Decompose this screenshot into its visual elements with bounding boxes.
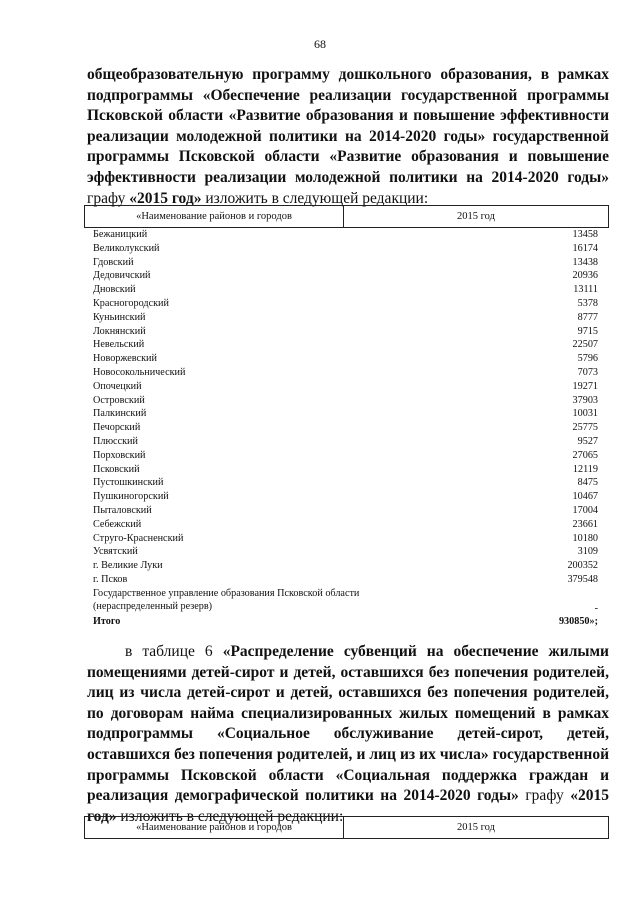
amount-value: 20936	[572, 270, 598, 282]
table-row	[93, 394, 598, 408]
district-name: Локнянский	[93, 325, 146, 337]
amount-value: 13458	[572, 229, 598, 240]
district-name: Дновский	[93, 284, 136, 296]
table-1-header	[84, 205, 609, 228]
amount-value: 37903	[572, 394, 598, 406]
paragraph-2-text-1: в таблице 6	[125, 643, 223, 660]
amount-value: 10467	[572, 491, 598, 503]
amount-value: 200352	[567, 560, 598, 572]
amount-value: 17004	[572, 504, 598, 516]
district-name: Пушкиногорский	[93, 491, 169, 503]
amount-value: 23661	[572, 518, 598, 530]
table-1-body	[93, 228, 598, 629]
amount-value: 3109	[577, 546, 598, 558]
district-name: Усвятский	[93, 546, 138, 558]
district-name: Островский	[93, 394, 145, 406]
district-name: Палкинский	[93, 408, 147, 420]
amount-value: 27065	[572, 449, 598, 461]
amount-value: 25775	[572, 422, 598, 434]
district-name: г. Великие Луки	[93, 560, 163, 572]
amount-value: 22507	[572, 339, 598, 351]
district-name: Пыталовский	[93, 504, 152, 516]
amount-value: 9715	[577, 325, 598, 337]
table-2-header	[84, 816, 609, 839]
district-name: Порховский	[93, 449, 146, 461]
amount-value: 9527	[577, 435, 598, 447]
amount-value: 8475	[577, 477, 598, 489]
amount-value: 5378	[577, 297, 598, 309]
district-name: Печорский	[93, 422, 141, 434]
district-name: Бежаницкий	[93, 229, 148, 240]
table-row	[93, 325, 598, 339]
district-name: Пустошкинский	[93, 477, 164, 489]
amount-value: -	[594, 602, 598, 614]
table-1-col1-header: «Наименование районов и городов	[85, 206, 344, 227]
table-1-col2-header: 2015 год	[457, 211, 495, 222]
table-row	[93, 490, 598, 504]
district-name: Государственное управление образования Псковской области (нераспределенный резерв)	[93, 587, 360, 612]
table-row	[93, 573, 598, 587]
district-name: Куньинский	[93, 311, 146, 323]
paragraph-2	[87, 642, 609, 827]
district-name: Дедовичский	[93, 270, 151, 282]
table-row	[93, 366, 598, 380]
table-row	[93, 297, 598, 311]
table-row	[93, 476, 598, 490]
table-row	[93, 283, 598, 297]
table-row	[93, 338, 598, 352]
table-row	[93, 545, 598, 559]
table-row	[93, 228, 598, 242]
district-name: Невельский	[93, 339, 145, 351]
table-row	[93, 380, 598, 394]
table-row	[93, 421, 598, 435]
paragraph-2-text-3: изложить в следующей редакции:	[116, 807, 344, 825]
page-number: 68	[314, 37, 326, 51]
paragraph-2-bold-2: «2015 год»	[87, 787, 609, 825]
district-name: Гдовский	[93, 256, 134, 268]
paragraph-1	[87, 65, 609, 209]
amount-value: 930850»;	[558, 615, 598, 627]
reserve-row	[93, 587, 598, 615]
paragraph-1-text-1: графу	[87, 189, 130, 207]
district-name: Новоржевский	[93, 353, 157, 365]
district-name: Итого	[93, 615, 121, 627]
district-name: Себежский	[93, 518, 142, 530]
table-row	[93, 269, 598, 283]
district-name: Псковский	[93, 463, 140, 475]
table-row	[93, 518, 598, 532]
table-2-col1-header: «Наименование районов и городов	[85, 817, 344, 838]
district-name: Великолукский	[93, 242, 160, 254]
amount-value: 13111	[573, 284, 598, 296]
table-row	[93, 242, 598, 256]
table-row	[93, 559, 598, 573]
amount-value: 5796	[577, 353, 598, 365]
district-name: г. Псков	[93, 573, 128, 585]
district-name: Плюсский	[93, 435, 138, 447]
table-row	[93, 463, 598, 477]
paragraph-1-bold-2: «2015 год»	[129, 189, 202, 207]
table-row	[93, 435, 598, 449]
table-row	[93, 532, 598, 546]
total-row	[93, 615, 598, 629]
amount-value: 8777	[577, 311, 598, 323]
paragraph-2-text-2: графу	[518, 787, 571, 805]
amount-value: 379548	[567, 573, 598, 585]
table-row	[93, 256, 598, 270]
district-name: Новосокольнический	[93, 366, 186, 378]
table-row	[93, 352, 598, 366]
paragraph-1-text-2: изложить в следующей редакции:	[201, 189, 429, 207]
amount-value: 12119	[572, 463, 598, 475]
amount-value: 16174	[572, 242, 598, 254]
amount-value: 7073	[577, 366, 598, 378]
table-row	[93, 311, 598, 325]
paragraph-2-bold-1: «Распределение субвенций на обеспечение жилыми помещениями детей-сирот и детей, оставшихся без попечения родителей, лиц из числа детей-сирот и детей, оставшихся без попечения родителей, по договорам найма специализированных жилых помещений в рамках подпрограммы «Социальное обслуживание детей-сирот, детей, оставшихся без попечения родителей, и лиц из их числа» государственной программы Псковской области «Социальная поддержка граждан и реализация демографической политики на 2014-2020 годы»	[87, 643, 609, 805]
table-row	[93, 407, 598, 421]
table-row	[93, 504, 598, 518]
table-row	[93, 449, 598, 463]
district-name: Красногородский	[93, 297, 169, 309]
district-name: Опочецкий	[93, 380, 142, 392]
paragraph-1-bold-1: общеобразовательную программу дошкольного образования, в рамках подпрограммы «Обеспечение реализации государственной программы Псковской области «Развитие образования и повышение эффективности реализации молодежной политики на 2014-2020 годы» государственной программы Псковской области «Развитие образования и повышение эффективности реализации молодежной политики на 2014-2020 годы»	[87, 66, 609, 186]
district-name: Струго-Красненский	[93, 532, 184, 544]
table-2-col2-header: 2015 год	[457, 822, 495, 833]
amount-value: 10031	[572, 408, 598, 420]
amount-value: 10180	[572, 532, 598, 544]
amount-value: 19271	[572, 380, 598, 392]
amount-value: 13438	[572, 256, 598, 268]
